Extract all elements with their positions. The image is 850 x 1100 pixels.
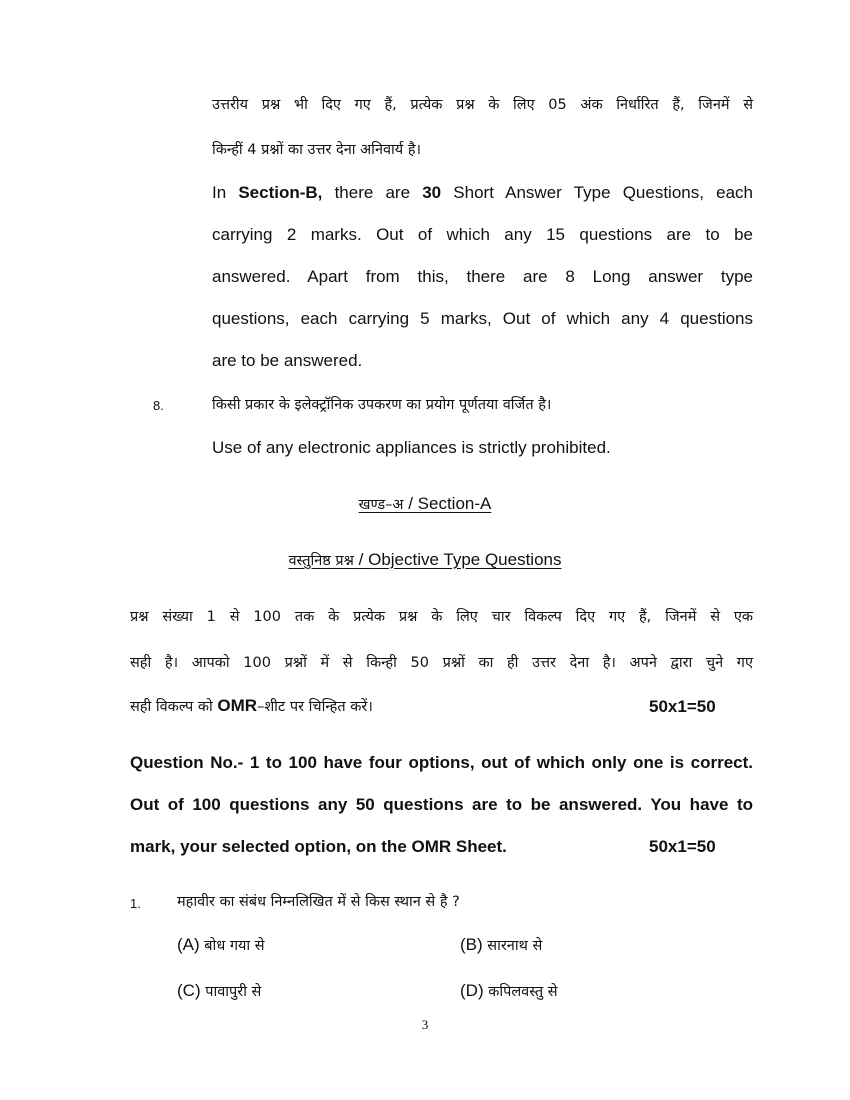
objective-hindi: वस्तुनिष्ठ प्रश्न	[288, 553, 354, 569]
option-a-text: बोध गया से	[199, 938, 265, 954]
objective-english: Objective Type Questions	[368, 550, 562, 569]
instruction-en-rest: Short Answer Type Questions, each	[441, 183, 753, 202]
instruction-en-mid: there are	[322, 183, 423, 202]
question-1-option-a	[177, 935, 265, 955]
item-8-number: 8.	[153, 398, 164, 413]
section-a-hindi: खण्ड–अ	[358, 497, 404, 513]
instruction-hindi-line-1: उत्तरीय प्रश्न भी दिए गए हैं, प्रत्येक प्रश्न के लिए 05 अंक निर्धारित हैं, जिनमें से	[212, 97, 753, 113]
question-1-option-b	[460, 935, 542, 955]
objective-hindi-line-3-pre: सही विकल्प को	[130, 699, 218, 715]
objective-hindi-marks: 50x1=50	[649, 697, 716, 716]
section-a-heading	[0, 494, 850, 514]
question-1-option-c	[177, 981, 261, 1001]
option-c-text: पावापुरी से	[200, 984, 262, 1000]
option-a-label: (A)	[177, 935, 200, 954]
option-c-label: (C)	[177, 981, 201, 1000]
section-a-english: Section-A	[417, 494, 492, 513]
question-1-option-d	[460, 981, 558, 1001]
short-question-count: 30	[422, 183, 442, 202]
section-a-heading-text	[359, 494, 492, 513]
objective-hindi-line-1: प्रश्न संख्या 1 से 100 तक के प्रत्येक प्रश्न के लिए चार विकल्प दिए गए हैं, जिनमें से एक	[130, 609, 753, 625]
objective-heading	[0, 550, 850, 570]
question-1-text: महावीर का संबंध निम्नलिखित में से किस स्थान से है ?	[177, 894, 460, 910]
option-d-label: (D)	[460, 981, 484, 1000]
option-b-label: (B)	[460, 935, 483, 954]
objective-hindi-line-3	[130, 696, 373, 716]
option-d-text: कपिलवस्तु से	[483, 984, 558, 1000]
objective-sep: /	[353, 550, 369, 569]
instruction-english-line-4: questions, each carrying 5 marks, Out of which any 4 questions	[212, 309, 753, 328]
option-b-text: सारनाथ से	[482, 938, 543, 954]
question-1-number: 1.	[130, 896, 141, 911]
item-8-english: Use of any electronic appliances is strictly prohibited.	[212, 438, 611, 457]
objective-english-line-2: Out of 100 questions any 50 questions are to be answered. You have to	[130, 795, 753, 814]
objective-heading-text	[289, 550, 562, 569]
page-number: 3	[421, 1017, 429, 1032]
instruction-en-prefix: In	[212, 183, 239, 202]
instruction-hindi-line-2: किन्हीं 4 प्रश्नों का उत्तर देना अनिवार्य है।	[212, 142, 422, 158]
objective-english-marks: 50x1=50	[649, 837, 716, 856]
instruction-english-line-3: answered. Apart from this, there are 8 Long answer type	[212, 267, 753, 286]
section-a-sep: /	[403, 494, 418, 513]
objective-english-line-3: mark, your selected option, on the OMR Sheet.	[130, 837, 507, 856]
omr-label: OMR	[217, 696, 258, 715]
objective-hindi-line-2: सही है। आपको 100 प्रश्नों में से किन्ही 50 प्रश्नों का ही उत्तर देना है। अपने द्वारा चुने गए	[130, 655, 753, 671]
objective-english-line-1: Question No.- 1 to 100 have four options, out of which only one is correct.	[130, 753, 753, 772]
instruction-english-line-5: are to be answered.	[212, 351, 363, 370]
objective-hindi-line-3-post: –शीट पर चिन्हित करें।	[257, 699, 373, 715]
instruction-english-line-2: carrying 2 marks. Out of which any 15 questions are to be	[212, 225, 753, 244]
section-b-label: Section-B,	[238, 183, 323, 202]
item-8-hindi: किसी प्रकार के इलेक्ट्रॉनिक उपकरण का प्रयोग पूर्णतया वर्जित है।	[212, 397, 552, 413]
instruction-english-line-1	[212, 183, 753, 203]
